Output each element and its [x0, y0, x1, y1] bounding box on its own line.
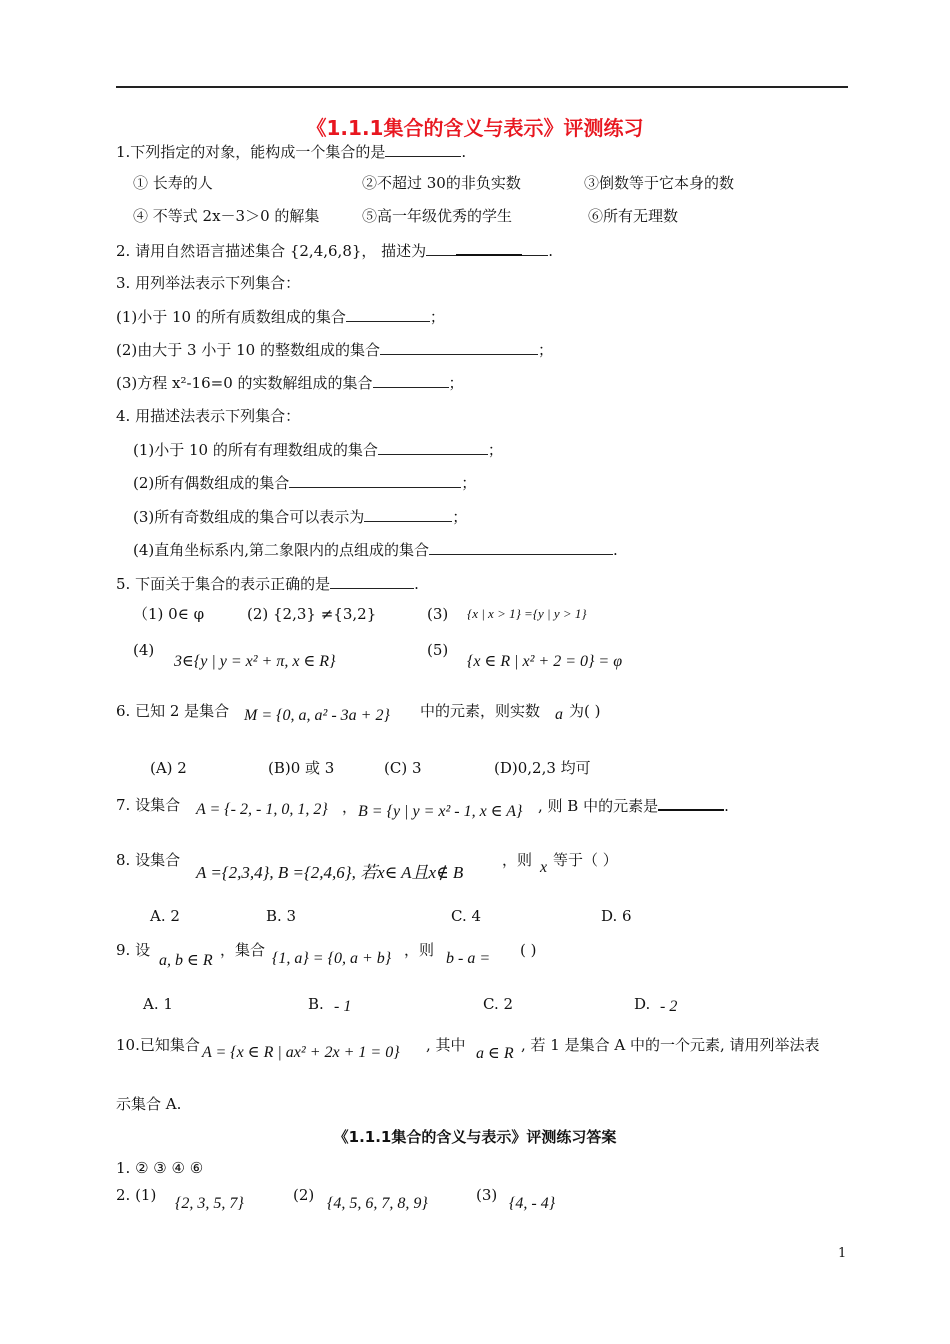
q4-item-4 — [133, 540, 618, 560]
q10-mid: , 其中 — [426, 1036, 466, 1054]
q3-item-2 — [116, 340, 553, 360]
q10-condition: a ∈ R — [476, 1045, 514, 1062]
q4-item-4-text: (4)直角坐标系内,第二象限内的点组成的集合 — [133, 541, 430, 559]
q9-option-d-label: D. — [634, 995, 651, 1013]
q5-option-5-expr: {x ∈ R | x² + 2 = 0} = φ — [467, 653, 623, 670]
q3-item-3-blank[interactable] — [373, 373, 449, 388]
q8-option-b: B. 3 — [266, 907, 297, 925]
q5-blank[interactable] — [330, 574, 414, 589]
q9-stem: 9. 设 — [116, 941, 151, 959]
q3-item-1 — [116, 307, 445, 327]
q6-set-expression: M = {0, a, a² - 3a + 2} — [244, 707, 390, 724]
q4-item-3 — [133, 507, 467, 527]
q5-end: . — [414, 575, 419, 593]
q7-blank[interactable] — [658, 795, 724, 811]
q9-option-a: A. 1 — [143, 995, 173, 1013]
q5-stem — [116, 574, 419, 594]
q4-item-2-text: (2)所有偶数组成的集合 — [133, 474, 290, 492]
q4-item-2-blank[interactable] — [289, 473, 461, 488]
q1-option-4: ④ 不等式 2x－3＞0 的解集 — [133, 207, 320, 225]
q1-option-1: ① 长寿的人 — [133, 174, 213, 192]
q10-stem: 10.已知集合 — [116, 1036, 200, 1054]
q9-then: ，则 — [404, 941, 435, 959]
q8-stem: 8. 设集合 — [116, 851, 181, 869]
q8-option-d: D. 6 — [601, 907, 632, 925]
page-number: 1 — [838, 1246, 847, 1261]
q10-tail: , 若 1 是集合 A 中的一个元素, 请用列举法表 — [521, 1036, 820, 1054]
q5-option-2: (2) {2,3} ≠{3,2} — [247, 605, 377, 623]
q6-option-a: (A) 2 — [150, 759, 187, 777]
q9-option-b-label: B. — [308, 995, 324, 1013]
q1-option-6: ⑥所有无理数 — [588, 207, 679, 225]
q1-text: 1.下列指定的对象，能构成一个集合的是 — [116, 143, 386, 161]
q3-item-3-text: (3)方程 x²-16=0 的实数解组成的集合 — [116, 374, 373, 392]
q6-mid: 中的元素，则实数 — [420, 702, 541, 720]
q5-option-3-expr: {x | x > 1} ={y | y > 1} — [467, 606, 587, 621]
q1-option-2: ②不超过 30的非负实数 — [362, 174, 521, 192]
q4-item-1 — [133, 440, 503, 460]
q4-item-1-end: ； — [487, 441, 503, 459]
answer-2-set-2: {4, 5, 6, 7, 8, 9} — [327, 1195, 428, 1212]
q2-end: . — [548, 242, 553, 260]
q9-option-d-value: - 2 — [660, 998, 678, 1015]
answer-2-label-3: (3) — [476, 1186, 498, 1204]
q4-item-1-text: (1)小于 10 的所有有理数组成的集合 — [133, 441, 378, 459]
q8-mid: ，则 — [502, 851, 533, 869]
q8-variable: x — [540, 859, 548, 876]
q5-text: 5. 下面关于集合的表示正确的是 — [116, 575, 331, 593]
q5-option-1: （1) 0∈ φ — [133, 605, 205, 623]
q4-item-2 — [133, 473, 476, 493]
q9-option-c: C. 2 — [483, 995, 514, 1013]
q2-stem — [116, 240, 553, 261]
q3-item-2-end: ； — [537, 341, 553, 359]
q8-condition: A ={2,3,4}, B ={2,4,6}, 若x∈ A且x∉ B — [196, 863, 464, 882]
q1-blank[interactable] — [385, 142, 461, 157]
q9-answer-paren: ( ) — [520, 941, 537, 959]
page-title: 《1.1.1集合的含义与表示》评测练习 — [306, 116, 644, 140]
q3-item-3 — [116, 373, 464, 393]
answer-2-set-1: {2, 3, 5, 7} — [175, 1195, 244, 1212]
q7-set-a: A = {- 2, - 1, 0, 1, 2} — [196, 801, 328, 818]
q6-option-b: (B)0 或 3 — [268, 759, 335, 777]
q7-stem: 7. 设集合 — [116, 796, 181, 814]
q6-stem: 6. 已知 2 是集合 — [116, 702, 230, 720]
answers-title: 《1.1.1集合的含义与表示》评测练习答案 — [333, 1128, 617, 1146]
q3-item-3-end: ； — [448, 374, 464, 392]
q1-stem — [116, 142, 466, 162]
q3-item-1-end: ； — [429, 308, 445, 326]
q2-blank-c[interactable] — [522, 241, 548, 256]
q8-option-a: A. 2 — [150, 907, 180, 925]
q3-item-2-blank[interactable] — [380, 340, 538, 355]
q8-answer-paren: 等于（ ） — [553, 851, 618, 869]
q6-answer-paren: 为( ) — [569, 702, 601, 720]
q6-variable: a — [555, 706, 563, 723]
q9-mid: ，集合 — [220, 941, 266, 959]
q4-item-2-end: ； — [461, 474, 477, 492]
q4-stem: 4. 用描述法表示下列集合： — [116, 407, 301, 425]
q9-condition: a, b ∈ R — [159, 952, 213, 969]
q2-blank-a[interactable] — [426, 241, 456, 256]
q7-tail — [538, 795, 729, 816]
q5-option-4-label: (4) — [133, 641, 155, 659]
q8-option-c: C. 4 — [451, 907, 482, 925]
q10-set-expression: A = {x ∈ R | ax² + 2x + 1 = 0} — [202, 1044, 400, 1061]
q4-item-4-end: . — [613, 541, 618, 559]
q3-item-1-blank[interactable] — [346, 307, 430, 322]
answer-2-label: 2. (1) — [116, 1186, 157, 1204]
q1-end: . — [461, 143, 467, 161]
q9-option-b-value: - 1 — [334, 998, 352, 1015]
q4-item-1-blank[interactable] — [378, 440, 488, 455]
q10-line2: 示集合 A. — [116, 1095, 182, 1113]
q5-option-4-expr: 3∈{y | y = x² + π, x ∈ R} — [174, 653, 336, 670]
q1-option-5: ⑤高一年级优秀的学生 — [362, 207, 513, 225]
q4-item-3-end: ； — [452, 508, 468, 526]
answer-2-label-2: (2) — [293, 1186, 315, 1204]
q7-comma: ， — [342, 798, 358, 816]
q4-item-3-blank[interactable] — [364, 507, 452, 522]
header-rule — [116, 86, 848, 88]
answer-2-set-3: {4, - 4} — [509, 1195, 556, 1212]
q5-option-5-label: (5) — [427, 641, 449, 659]
q6-option-c: (C) 3 — [384, 759, 422, 777]
q3-item-1-text: (1)小于 10 的所有质数组成的集合 — [116, 308, 346, 326]
q1-option-3: ③倒数等于它本身的数 — [584, 174, 735, 192]
q3-item-2-text: (2)由大于 3 小于 10 的整数组成的集合 — [116, 341, 380, 359]
q3-stem: 3. 用列举法表示下列集合： — [116, 274, 301, 292]
q4-item-4-blank[interactable] — [429, 540, 613, 555]
q2-blank-b[interactable] — [456, 240, 522, 256]
q6-option-d: (D)0,2,3 均可 — [494, 759, 591, 777]
q5-option-3-label: (3) — [427, 605, 449, 623]
q2-text: 2. 请用自然语言描述集合 {2,4,6,8}， 描述为 — [116, 242, 427, 260]
q7-text: , 则 B 中的元素是 — [538, 797, 659, 815]
q7-set-b: B = {y | y = x² - 1, x ∈ A} — [358, 803, 523, 820]
q9-set-equation: {1, a} = {0, a + b} — [272, 950, 392, 967]
q7-end: . — [724, 797, 729, 815]
q9-expression: b - a = — [446, 950, 491, 967]
answer-1: 1. ② ③ ④ ⑥ — [116, 1159, 204, 1177]
q4-item-3-text: (3)所有奇数组成的集合可以表示为 — [133, 508, 365, 526]
